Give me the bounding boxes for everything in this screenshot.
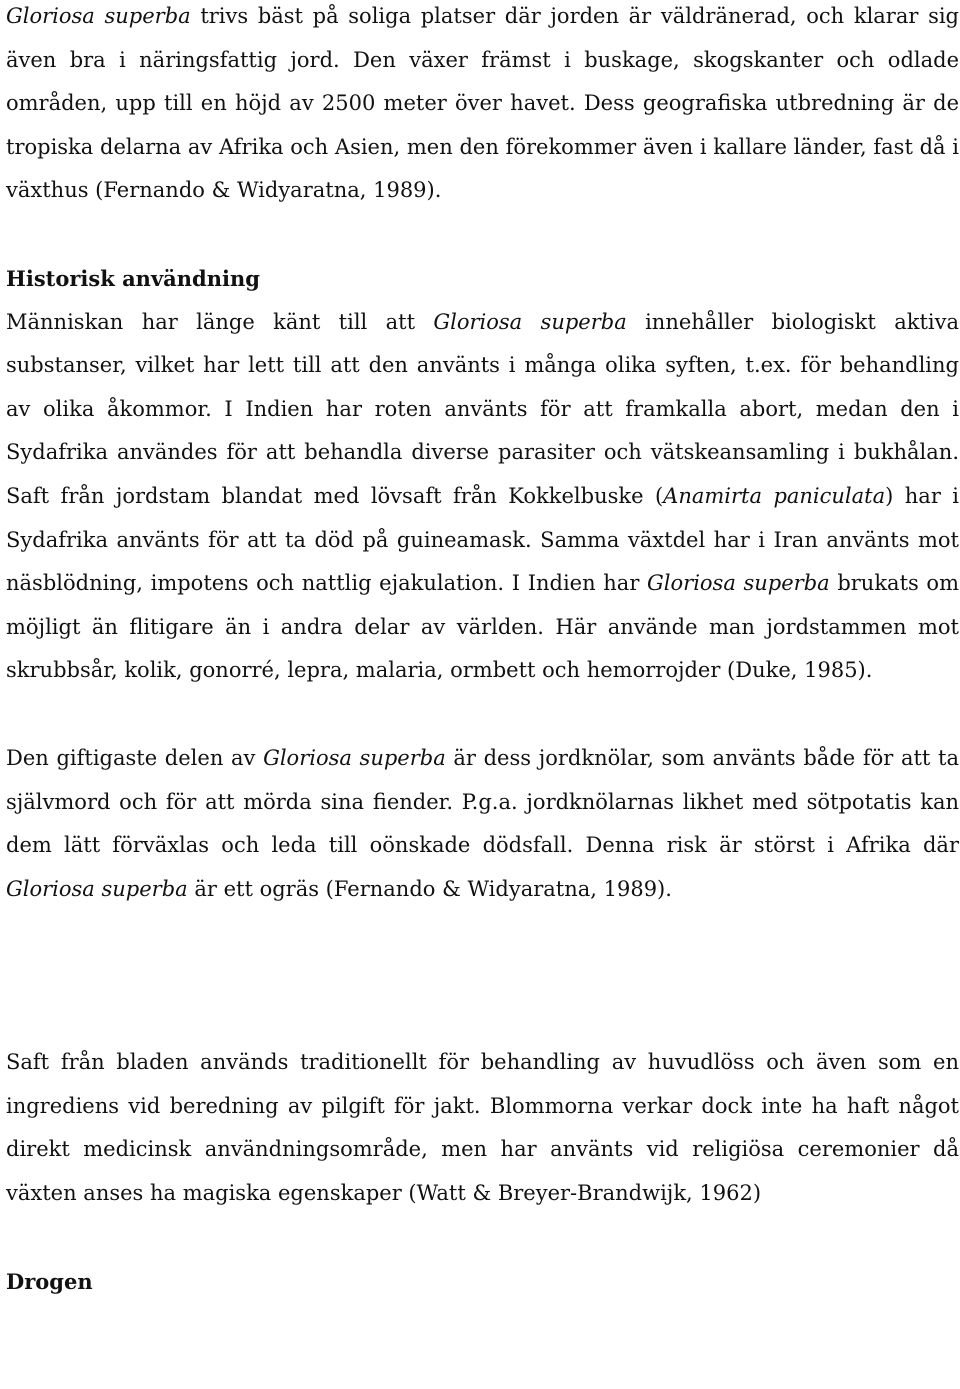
paragraph-historical-use: [6, 301, 959, 693]
paragraph-text: Den giftigaste delen av: [6, 745, 264, 770]
paragraph-text: ) har i Sydafrika använts för att ta död på guineamask. Samma växtdel har i Iran använts mot näsblödning, impotens och nattlig ejakulation. I Indien har: [6, 483, 960, 596]
document-page: [6, 0, 959, 1303]
paragraph-text: är ett ogräs (Fernando & Widyaratna, 1989).: [187, 876, 672, 901]
heading-historisk-anvandning: Historisk användning: [6, 265, 260, 291]
paragraph-habitat: [6, 0, 959, 213]
paragraph-gap: [6, 213, 959, 257]
paragraph-gap: [6, 911, 959, 1041]
species-name: Gloriosa superba: [6, 876, 188, 901]
species-name: Gloriosa superba: [433, 309, 627, 334]
paragraph-text: innehåller biologiskt aktiva substanser, vilket har lett till att den använts i många olika syften, t.ex. för behandling av olika åkommor. I Indien har roten använts för att framkalla abort, medan den i Sydafrika användes för att behandla diverse parasiter och vätskeansamling i bukhålan. Saft från jordstam blandat med lövsaft från Kokkelbuske (: [6, 309, 959, 508]
paragraph-gap: [6, 693, 959, 737]
species-name: Anamirta paniculata: [663, 483, 886, 508]
paragraph-leaf-sap: Saft från bladen används traditionellt för behandling av huvudlöss och även som en ingrediens vid beredning av pilgift för jakt. Blommorna verkar dock inte ha haft något direkt medicinsk användningsområde, men har använts vid religiösa ceremonier då växten anses ha magiska egenskaper (Watt & Breyer-Brandwijk, 1962): [6, 1050, 959, 1206]
paragraph-gap: [6, 1216, 959, 1260]
species-name: Gloriosa superba: [263, 745, 446, 770]
species-name: Gloriosa superba: [647, 571, 830, 596]
species-name: Gloriosa superba: [6, 4, 191, 28]
paragraph-text: trivs bäst på soliga platser där jorden är väldränerad, och klarar sig även bra i näringsfattig jord. Den växer främst i buskage, skogskanter och odlade områden, upp till en höjd av 2500 meter över havet. Dess geografiska utbredning är de tropiska delarna av Afrika och Asien, men den förekommer även i kallare länder, fast då i växthus (Fernando & Widyaratna, 1989).: [6, 4, 960, 203]
paragraph-text: brukats om möjligt än flitigare än i andra delar av världen. Här använde man jordstammen mot skrubbsår, kolik, gonorré, lepra, malaria, ormbett och hemorrojder (Duke, 1985).: [6, 571, 959, 683]
paragraph-text: Människan har länge känt till att: [6, 309, 434, 334]
paragraph-text: är dess jordknölar, som använts både för att ta självmord och för att mörda sina fiender. P.g.a. jordknölarnas likhet med sötpotatis kan dem lätt förväxlas och leda till oönskade dödsfall. Denna risk är störst i Afrika där: [6, 745, 959, 858]
paragraph-toxicity: [6, 737, 959, 911]
heading-drogen: Drogen: [6, 1268, 93, 1294]
